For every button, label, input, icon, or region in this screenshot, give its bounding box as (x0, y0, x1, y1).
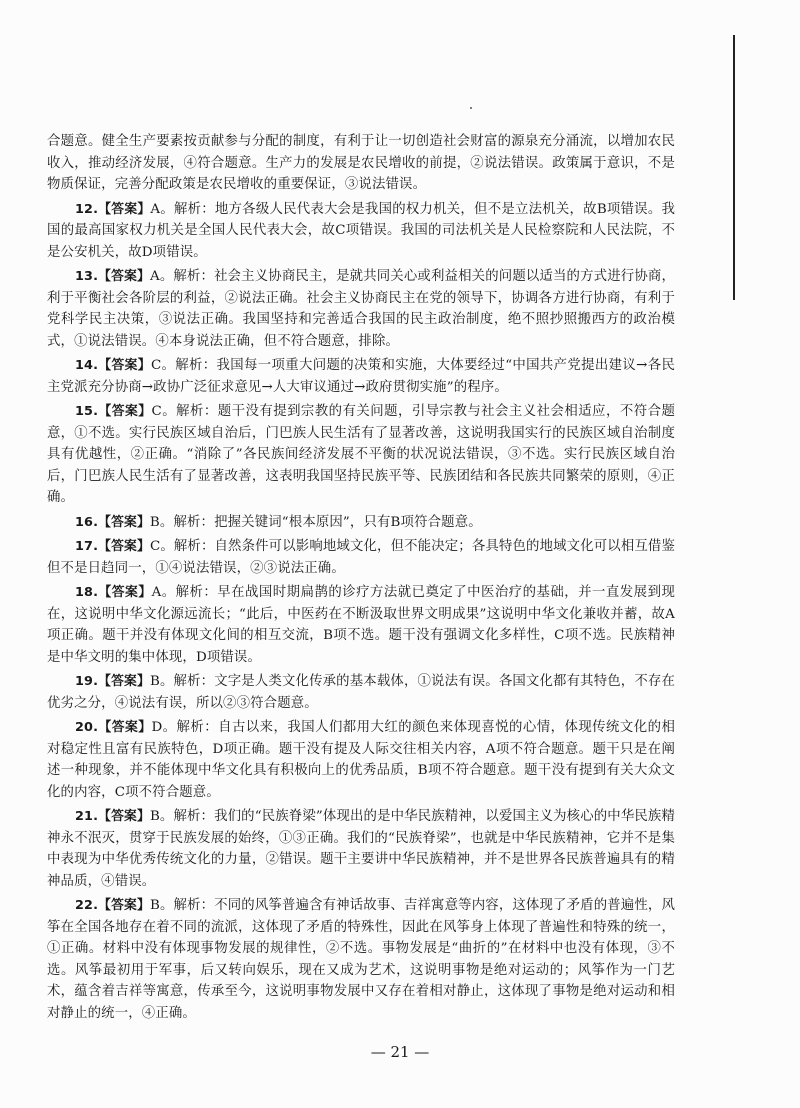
answer-item (47, 199, 675, 264)
answer-item (47, 806, 675, 892)
answer-item (47, 895, 675, 1024)
answer-label: 【答案】 (98, 404, 152, 419)
explanation-text: A。解析：早在战国时期扁鹊的诊疗方法就已奠定了中医治疗的基础，并一直发展到现在，这说明中华文化源远流长；“此后，中医药在不断汲取世界文明成果”这说明中华文化兼收并蓄，故A项正确。题干并没有体现文化间的相互交流，B项不选。题干没有强调文化多样性，C项不选。民族精神是中华文明的集中体现，D项错误。 (47, 585, 675, 665)
question-number: 12. (75, 201, 99, 217)
answer-label: 【答案】 (98, 585, 152, 600)
answer-label: 【答案】 (98, 514, 150, 530)
page-number: — 21 — (370, 1043, 430, 1061)
question-number: 14. (75, 358, 99, 373)
question-number: 13. (75, 269, 99, 284)
binding-line (733, 35, 735, 300)
answer-item (47, 355, 675, 398)
question-number: 15. (75, 404, 99, 419)
answer-item (47, 671, 675, 714)
answer-label: 【答案】 (98, 201, 151, 217)
explanation-text: B。解析：不同的风筝普遍含有神话故事、吉祥寓意等内容，这体现了矛盾的普遍性，风筝在全国各地存在着不同的流派，这体现了矛盾的特殊性，因此在风筝身上体现了普遍性和特殊的统一，①正确。材料中没有体现事物发展的规律性，②不选。事物发展是“曲折的”在材料中也没有体现，③不选。风筝最初用于军事，后又转向娱乐，现在又成为艺术，这说明事物是绝对运动的；风筝作为一门艺术，蕴含着吉祥等寓意，传承至今，这说明事物发展中又存在着相对静止，这体现了事物是绝对运动和相对静止的统一，④正确。 (47, 898, 675, 1021)
explanation-text: B。解析：我们的“民族脊梁”体现出的是中华民族精神，以爱国主义为核心的中华民族精神永不泯灭，贯穿于民族发展的始终，①③正确。我们的“民族脊梁”，也就是中华民族精神，它并不是集中表现为中华优秀传统文化的力量，②错误。题干主要讲中华民族精神，并不是世界各民族普遍具有的精神品质，④错误。 (47, 809, 676, 889)
explanation-text: D。解析：自古以来，我国人们都用大红的颜色来体现喜悦的心情，体现传统文化的相对稳定性且富有民族特色，D项正确。题干没有提及人际交往相关内容，A项不符合题意。题干只是在阐述一种现象，并不能体现中华文化具有积极向上的优秀品质，B项不符合题意。题干没有提到有关大众文化的内容，C项不符合题意。 (47, 720, 675, 800)
answer-item (47, 536, 675, 579)
question-number: 18. (75, 585, 99, 600)
answer-item (47, 266, 675, 352)
explanation-text: A。解析：社会主义协商民主，是就共同关心或利益相关的问题以适当的方式进行协商，利于平衡社会各阶层的利益，②说法正确。社会主义协商民主在党的领导下，协调各方进行协商，有利于党科学民主决策，③说法正确。我国坚持和完善适合我国的民主政治制度，绝不照抄照搬西方的政治模式，①说法错误。④本身说法正确，但不符合题意，排除。 (47, 269, 675, 349)
question-number: 19. (75, 674, 99, 689)
question-number: 20. (75, 720, 99, 735)
answer-label: 【答案】 (98, 539, 150, 554)
explanation-text: C。解析：题干没有提到宗教的有关问题，引导宗教与社会主义社会相适应，不符合题意，①不选。实行民族区域自治后，门巴族人民生活有了显著改善，这说明我国实行的民族区域自治制度具有优越性，②正确。“消除了”各民族间经济发展不平衡的状况说法错误，③不选。实行民族区域自治后，门巴族人民生活有了显著改善，这表明我国坚持民族平等、民族团结和各民族共同繁荣的原则，④正确。 (47, 404, 675, 505)
explanation-text: A。解析：地方各级人民代表大会是我国的权力机关，但不是立法机关，故B项错误。我国的最高国家权力机关是全国人民代表大会，故C项错误。我国的司法机关是人民检察院和人民法院，不是公安机关，故D项错误。 (47, 201, 676, 260)
answer-item (47, 401, 675, 509)
question-number: 21. (75, 809, 99, 824)
question-number: 22. (75, 898, 99, 913)
explanation-text: B。解析：把握关键词“根本原因”，只有B项符合题意。 (149, 514, 482, 530)
question-number: 17. (75, 539, 99, 554)
answer-label: 【答案】 (98, 898, 150, 913)
explanation-text: B。解析：文字是人类文化传承的基本载体，①说法有误。各国文化都有其特色，不存在优劣之分，④说法有误，所以②③符合题意。 (47, 674, 675, 711)
answer-explanations (47, 131, 675, 1027)
scan-speck (470, 107, 472, 109)
answer-label: 【答案】 (98, 674, 150, 689)
intro-paragraph: 合题意。健全生产要素按贡献参与分配的制度，有利于让一切创造社会财富的源泉充分涌流，以增加农民收入，推动经济发展，④符合题意。生产力的发展是农民增收的前提，②说法错误。政策属于意识，不是物质保证，完善分配政策是农民增收的重要保证，③说法错误。 (47, 134, 675, 192)
answer-label: 【答案】 (98, 720, 152, 735)
answer-label: 【答案】 (98, 358, 151, 373)
answer-item (47, 717, 675, 803)
question-number: 16. (75, 514, 99, 530)
answer-item (47, 582, 675, 668)
answer-label: 【答案】 (98, 809, 150, 824)
explanation-text: C。解析：自然条件可以影响地域文化，但不能决定；各具特色的地域文化可以相互借鉴但不是日趋同一，①④说法错误，②③说法正确。 (47, 539, 675, 576)
answer-list (47, 199, 675, 1025)
answer-item (47, 512, 675, 534)
answer-label: 【答案】 (98, 269, 150, 284)
explanation-text: C。解析：我国每一项重大问题的决策和实施，大体要经过“中国共产党提出建议→各民主党派充分协商→政协广泛征求意见→人大审议通过→政府贯彻实施”的程序。 (47, 358, 675, 395)
